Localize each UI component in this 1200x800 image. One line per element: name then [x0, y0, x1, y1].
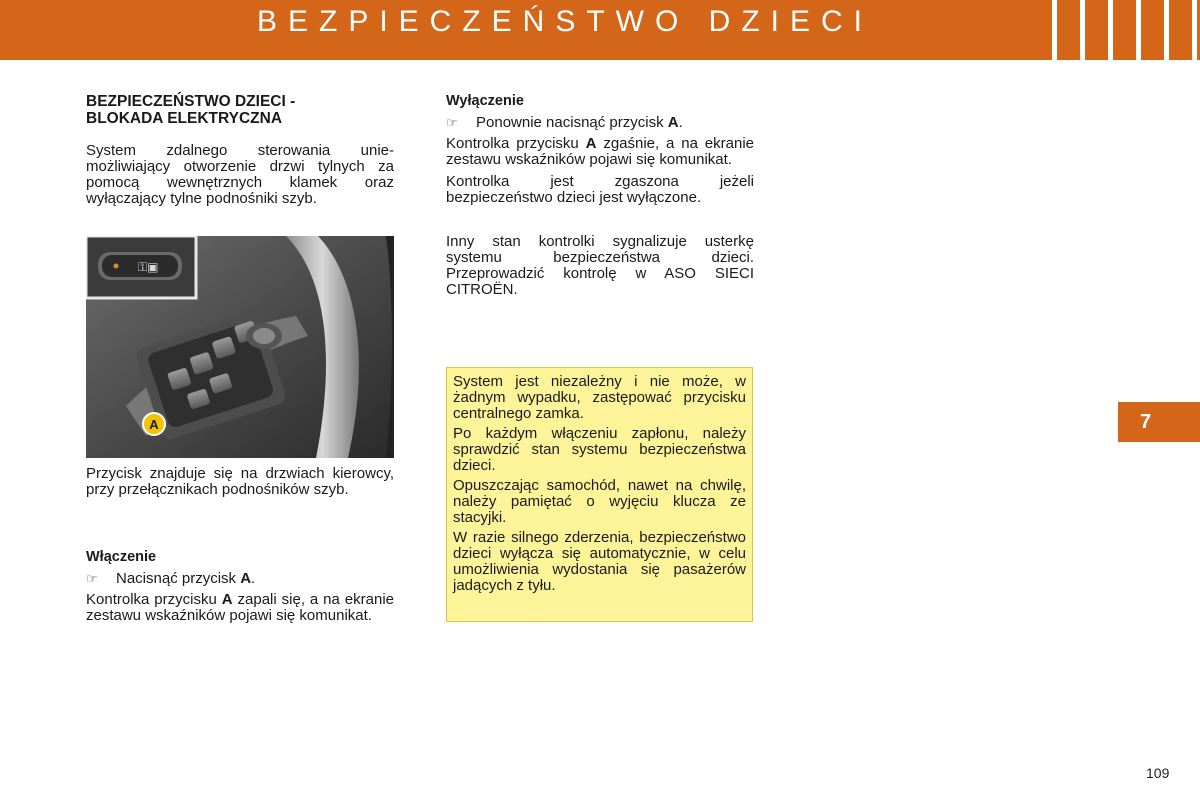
off-text-part1: Kontrolka przycisku — [446, 135, 586, 152]
photo-caption: Przycisk znajduje się na drzwiach kierowcy, przy przełącznikach podnośników szyb. — [86, 465, 394, 498]
header-stripe — [1164, 0, 1169, 60]
off-description — [446, 136, 754, 168]
off-step-button-ref: A — [667, 114, 679, 131]
off-step-text: Ponownie nacisnąć przycisk — [476, 114, 668, 131]
off-step — [446, 115, 754, 131]
header-stripe — [1192, 0, 1197, 60]
pointing-hand-icon: ☞ — [86, 571, 98, 586]
door-panel-illustration — [86, 236, 394, 458]
on-step-suffix: . — [251, 570, 256, 587]
header-stripe — [1108, 0, 1113, 60]
section-heading-line1: BEZPIECZEŃSTWO DZIECI - — [86, 93, 296, 110]
note-paragraph-3: Opuszczając samochód, nawet na chwilę, należy pamiętać o wyjęciu klucza ze stacyjki. — [453, 477, 746, 526]
warning-note-box — [446, 367, 753, 622]
header-stripe — [1136, 0, 1141, 60]
on-text-part1: Kontrolka przycisku — [86, 591, 222, 608]
off-text-part2: zgaśnie, a na ekranie zestawu wskaźników pojawi się komunikat. — [446, 135, 754, 168]
off-step-suffix: . — [678, 114, 683, 131]
off-heading: Wyłączenie — [446, 93, 524, 109]
page-title: BEZPIECZEŃSTWO DZIECI — [256, 5, 874, 38]
section-heading — [86, 93, 386, 127]
off-state-description: Kontrolka jest zgaszona jeżeli bezpieczeństwo dzieci jest wyłączone. — [446, 173, 754, 206]
page-number: 109 — [1146, 765, 1170, 781]
on-step-text: Nacisnąć przycisk — [116, 570, 241, 587]
page-header-band — [0, 0, 1200, 60]
note-paragraph-4: W razie silnego zderzenia, bezpieczeństwo dzieci wyłącza się automatycznie, w celu umożliwienia wydostania się pasażerów jadących z tyłu. — [453, 529, 746, 594]
on-description — [86, 592, 394, 624]
intro-paragraph: System zdalnego sterowania unie-możliwiający otworzenie drzwi tylnych za pomocą wewnętrznych klamek oraz wyłączający tylne podnośniki szyb. — [86, 142, 394, 207]
right-column — [446, 93, 754, 298]
on-text-button-ref: A — [221, 591, 233, 608]
on-step-button-ref: A — [240, 570, 252, 587]
svg-text:⚿▣: ⚿▣ — [138, 260, 159, 274]
header-stripe — [1052, 0, 1057, 60]
off-text-button-ref: A — [585, 135, 597, 152]
note-paragraph-1: System jest niezależny i nie może, w żadnym wypadku, zastępować przycisku centralnego zamka. — [453, 373, 746, 422]
left-column — [86, 93, 394, 207]
chapter-tab — [1118, 402, 1200, 442]
photo-callout-label: A — [149, 417, 159, 432]
door-switch-photo — [86, 236, 394, 458]
on-step — [86, 571, 394, 587]
on-text-part2: zapali się, a na ekranie zestawu wskaźników pojawi się komunikat. — [86, 591, 394, 624]
section-heading-line2: BLOKADA ELEKTRYCZNA — [86, 110, 283, 127]
pointing-hand-icon: ☞ — [446, 115, 458, 130]
fault-description: Inny stan kontrolki sygnalizuje usterkę systemu bezpieczeństwa dzieci. Przeprowadzić kontrolę w ASO SIECI CITROËN. — [446, 233, 754, 298]
header-stripe — [1080, 0, 1085, 60]
note-paragraph-2: Po każdym włączeniu zapłonu, należy sprawdzić stan systemu bezpieczeństwa dzieci. — [453, 425, 746, 474]
left-column-lower — [86, 466, 394, 624]
on-heading: Włączenie — [86, 549, 157, 565]
chapter-number: 7 — [1140, 411, 1152, 433]
